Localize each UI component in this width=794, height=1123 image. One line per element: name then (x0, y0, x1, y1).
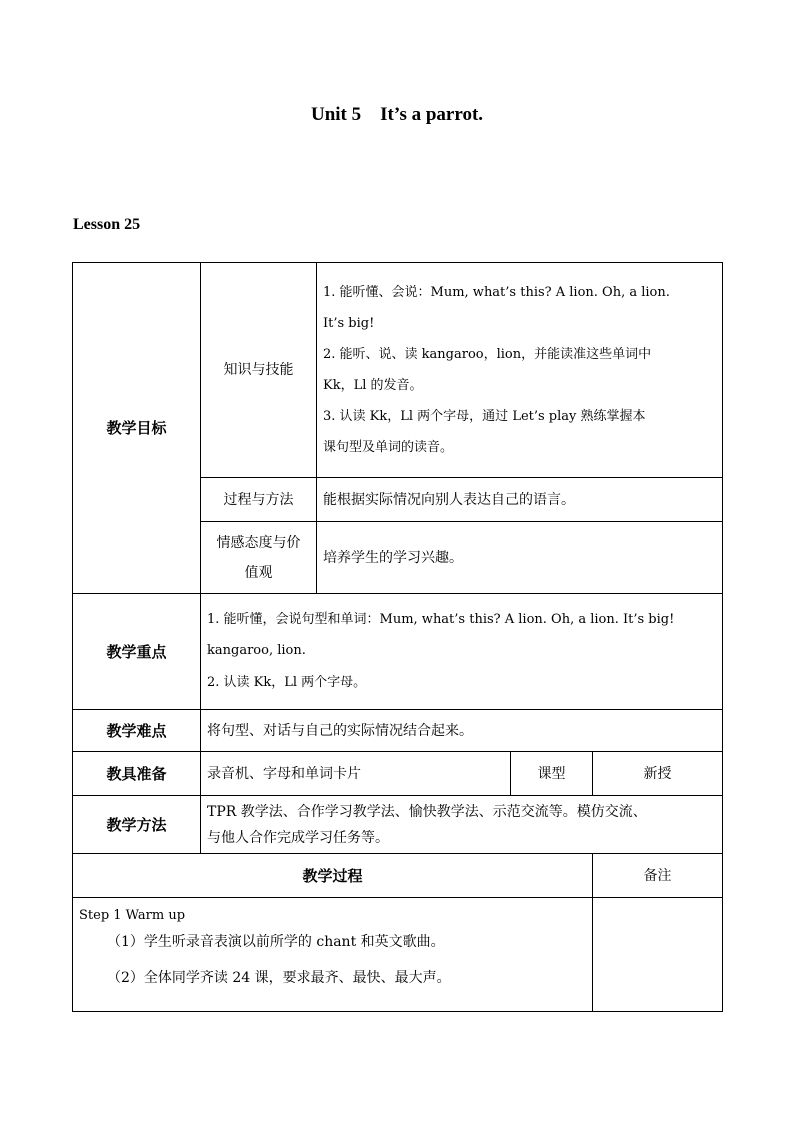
document-title: Unit 5 It’s a parrot. (310, 104, 484, 125)
emotion-label-line: 情感态度与价 (216, 534, 301, 551)
emotion-label (201, 522, 317, 594)
objectives-label: 教学目标 (73, 263, 201, 594)
difficulties-text: 将句型、对话与自己的实际情况结合起来。 (201, 710, 723, 752)
knowledge-line: 1. 能听懂、会说：Mum, what’s this? A lion. Oh, a lion. (323, 284, 670, 300)
knowledge-label: 知识与技能 (201, 263, 317, 478)
notes-header: 备注 (593, 854, 723, 898)
step-item: （1）学生听录音表演以前所学的 chant 和英文歌曲。 (107, 934, 445, 950)
methods-content (201, 796, 723, 854)
lesson-type-label: 课型 (511, 752, 593, 796)
knowledge-line: 课句型及单词的读音。 (323, 439, 454, 455)
equipment-text: 录音机、字母和单词卡片 (201, 752, 511, 796)
step-heading: Step 1 Warm up (79, 908, 186, 923)
lesson-plan-table (72, 262, 723, 1012)
emotion-text: 培养学生的学习兴趣。 (317, 522, 723, 594)
equipment-label: 教具准备 (73, 752, 201, 796)
knowledge-line: 2. 能听、说、读 kangaroo，lion，并能读准这些单词中 (323, 346, 652, 362)
process-header: 教学过程 (73, 854, 593, 898)
methods-line: TPR 教学法、合作学习教学法、愉快教学法、示范交流等。模仿交流、 (207, 803, 647, 820)
key-points-label: 教学重点 (73, 594, 201, 710)
emotion-label-line: 值观 (244, 564, 273, 581)
difficulties-label: 教学难点 (73, 710, 201, 752)
methods-line: 与他人合作完成学习任务等。 (207, 829, 389, 846)
lesson-type-value: 新授 (593, 752, 723, 796)
key-points-line: 2. 认读 Kk，Ll 两个字母。 (207, 675, 367, 690)
knowledge-content (317, 263, 723, 478)
lesson-heading: Lesson 25 (73, 216, 141, 233)
knowledge-line: It’s big! (323, 315, 375, 331)
notes-cell (593, 898, 723, 1012)
step-item: （2）全体同学齐读 24 课，要求最齐、最快、最大声。 (107, 970, 451, 986)
methods-label: 教学方法 (73, 796, 201, 854)
process-method-label: 过程与方法 (201, 478, 317, 522)
key-points-content (201, 594, 723, 710)
key-points-line: kangaroo, lion. (207, 643, 306, 658)
knowledge-line: Kk，Ll 的发音。 (323, 377, 423, 393)
process-method-text: 能根据实际情况向别人表达自己的语言。 (317, 478, 723, 522)
steps-content (73, 898, 593, 1012)
knowledge-line: 3. 认读 Kk，Ll 两个字母，通过 Let’s play 熟练掌握本 (323, 408, 646, 424)
key-points-line: 1. 能听懂，会说句型和单词：Mum, what’s this? A lion. Oh, a lion. It’s big! (207, 612, 675, 627)
